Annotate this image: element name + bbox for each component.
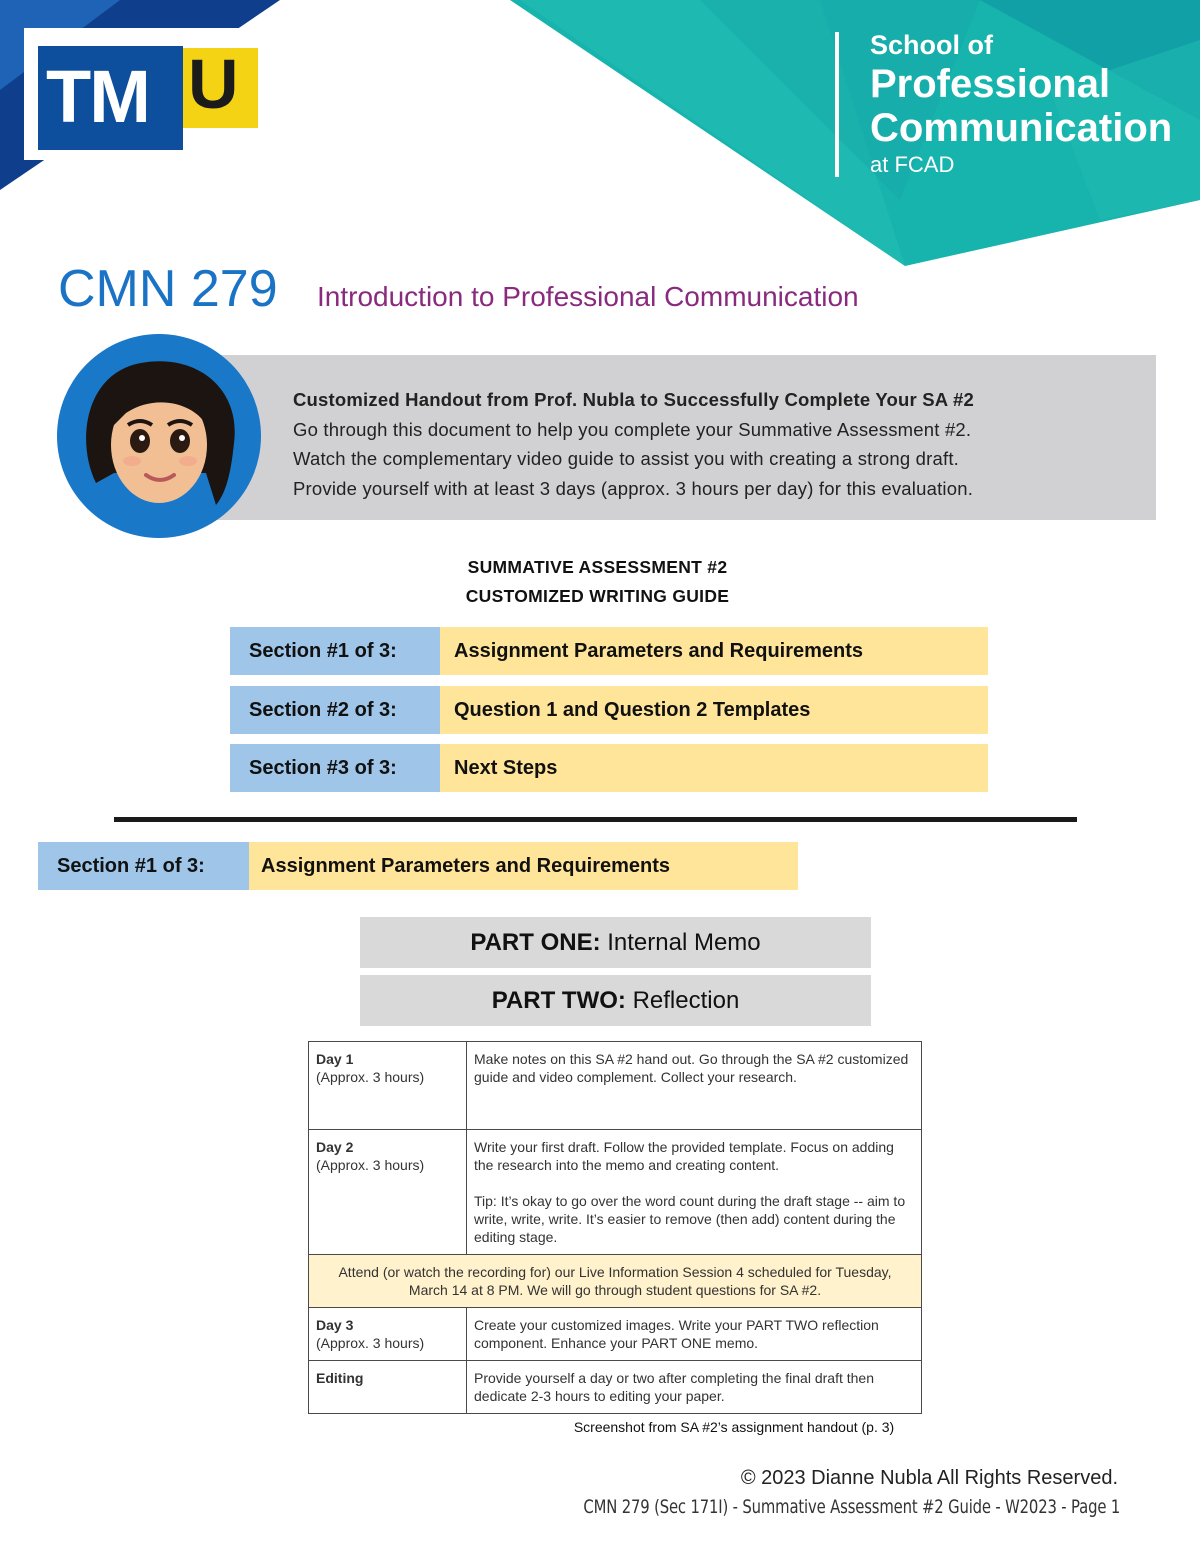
toc-key: Section #1 of 3: xyxy=(230,627,440,675)
section-divider xyxy=(114,817,1077,822)
toc-row-3 xyxy=(230,744,988,792)
guide-title-line2: CUSTOMIZED WRITING GUIDE xyxy=(465,586,730,606)
schedule-day: Editing xyxy=(316,1370,364,1386)
schedule-day: Day 3 xyxy=(316,1317,354,1333)
schedule-day-cell xyxy=(309,1130,467,1255)
table-row xyxy=(309,1130,922,1255)
table-row xyxy=(309,1042,922,1130)
schedule-text: Make notes on this SA #2 hand out. Go through the SA #2 customized guide and video complement. Collect your research. xyxy=(467,1042,922,1130)
schedule-text: Create your customized images. Write your PART TWO reflection component. Enhance your PART ONE memo. xyxy=(467,1308,922,1361)
schedule-day-cell xyxy=(309,1361,467,1414)
tmu-logo-u: U xyxy=(188,45,239,123)
schedule-text-cell xyxy=(467,1130,922,1255)
toc-row-2 xyxy=(230,686,988,734)
section1-value: Assignment Parameters and Requirements xyxy=(249,842,798,890)
part-two-label: PART TWO: xyxy=(491,987,626,1014)
schedule-day-cell xyxy=(309,1308,467,1361)
intro-line2: Watch the complementary video guide to assist you with creating a strong draft. xyxy=(293,448,960,469)
toc-value: Next Steps xyxy=(440,744,988,792)
school-wordmark xyxy=(870,28,1172,180)
school-line4: at FCAD xyxy=(870,152,955,177)
section1-heading xyxy=(38,842,798,890)
section1-key: Section #1 of 3: xyxy=(38,842,249,890)
school-divider xyxy=(835,32,839,177)
schedule-table xyxy=(308,1041,922,1414)
school-line2: Professional xyxy=(870,62,1111,106)
toc-value: Question 1 and Question 2 Templates xyxy=(440,686,988,734)
intro-title: Customized Handout from Prof. Nubla to Successfully Complete Your SA #2 xyxy=(293,389,974,410)
part-two-title: Reflection xyxy=(632,987,740,1014)
schedule-duration: (Approx. 3 hours) xyxy=(316,1335,425,1351)
part-one-label: PART ONE: xyxy=(470,929,601,956)
course-name: Introduction to Professional Communication xyxy=(317,281,859,312)
intro-line1: Go through this document to help you complete your Summative Assessment #2. xyxy=(293,418,972,440)
toc-row-1 xyxy=(230,627,988,675)
intro-line3: Provide yourself with at least 3 days (approx. 3 hours per day) for this evaluation. xyxy=(293,477,974,499)
school-line3: Communication xyxy=(870,106,1173,150)
guide-title xyxy=(0,553,1195,611)
schedule-day: Day 1 xyxy=(316,1051,354,1067)
table-row xyxy=(309,1361,922,1414)
page-footer: CMN 279 (Sec 171I) - Summative Assessment #2 Guide - W2023 - Page 1 xyxy=(583,1496,1120,1518)
part-one-title: Internal Memo xyxy=(607,929,761,956)
toc-key: Section #2 of 3: xyxy=(230,686,440,734)
tmu-logo-tm: TM xyxy=(46,55,149,138)
schedule-tip: Tip: It’s okay to go over the word count during the draft stage -- aim to write, write, write. It’s easier to remove (then add) content during the editing stage. xyxy=(474,1193,906,1245)
professor-avatar xyxy=(56,333,262,539)
schedule-text: Provide yourself a day or two after completing the final draft then dedicate 2-3 hours to editing your paper. xyxy=(467,1361,922,1414)
table-row xyxy=(309,1255,922,1308)
table-caption: Screenshot from SA #2’s assignment handout (p. 3) xyxy=(573,1419,895,1435)
part-one-banner xyxy=(360,917,871,968)
schedule-text: Write your first draft. Follow the provided template. Focus on adding the research into the memo and creating content. xyxy=(474,1139,894,1173)
toc-value: Assignment Parameters and Requirements xyxy=(440,627,988,675)
schedule-day-cell xyxy=(309,1042,467,1130)
tmu-logo xyxy=(24,28,246,160)
school-line1: School of xyxy=(870,30,993,60)
part-two-banner xyxy=(360,975,871,1026)
schedule-duration: (Approx. 3 hours) xyxy=(316,1157,425,1173)
table-row xyxy=(309,1308,922,1361)
course-code: CMN 279 xyxy=(58,260,278,318)
session-notice: Attend (or watch the recording for) our Live Information Session 4 scheduled for Tuesday, March 14 at 8 PM. We will go through student questions for SA #2. xyxy=(309,1255,922,1308)
copyright: © 2023 Dianne Nubla All Rights Reserved. xyxy=(740,1467,1118,1489)
intro-text xyxy=(293,385,974,503)
schedule-duration: (Approx. 3 hours) xyxy=(316,1069,425,1085)
guide-title-line1: SUMMATIVE ASSESSMENT #2 xyxy=(467,557,728,577)
schedule-day: Day 2 xyxy=(316,1139,354,1155)
toc-key: Section #3 of 3: xyxy=(230,744,440,792)
